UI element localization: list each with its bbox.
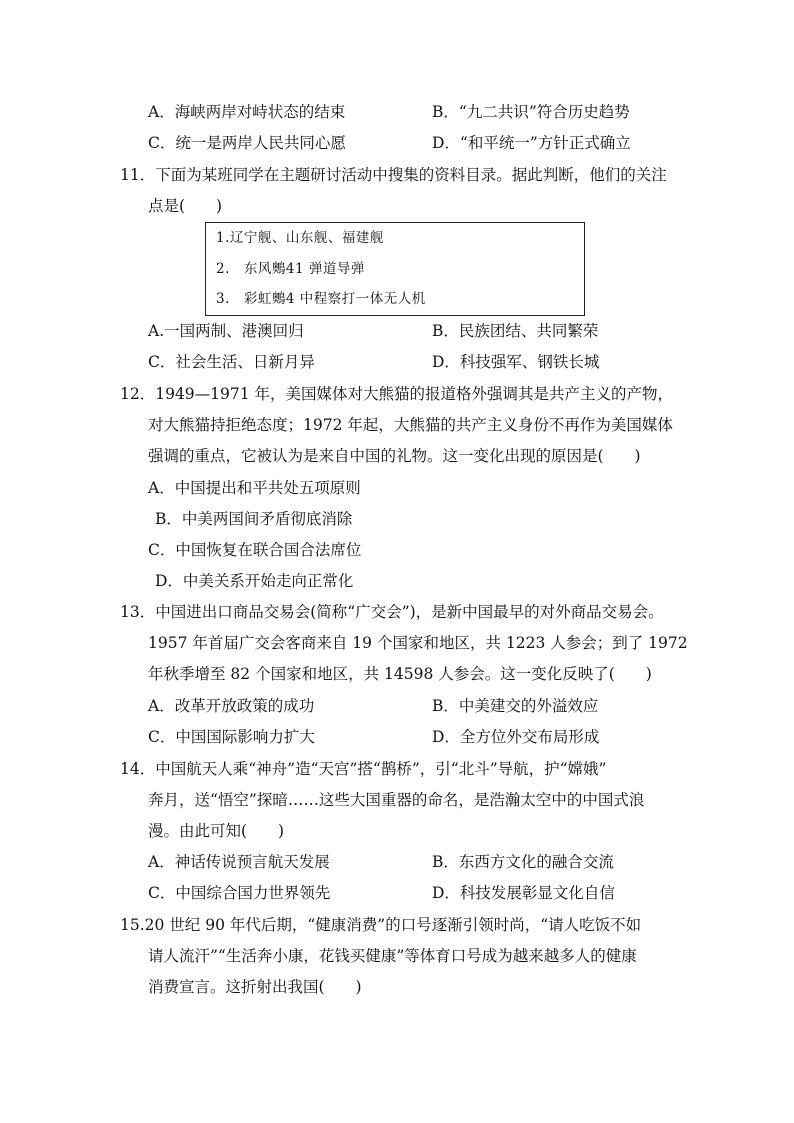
- q13-stem-line: 年秋季增至 82 个国家和地区，共 14598 人参会。这一变化反映了( ): [148, 665, 652, 683]
- q15-stem-line: 请人流汗”“生活奔小康，花钱买健康”等体育口号成为越来越多人的健康: [148, 947, 637, 965]
- q11-box-item: 1.辽宁舰、山东舰、福建舰: [216, 230, 384, 246]
- q10-option-b: B．“九二共识”符合历史趋势: [432, 103, 630, 121]
- q14-stem-line: 奔月，送“悟空”探暗……这些大国重器的命名，是浩瀚太空中的中国式浪: [148, 791, 645, 809]
- q12-stem-line: 强调的重点，它被认为是来自中国的礼物。这一变化出现的原因是( ): [148, 447, 641, 465]
- q12-option-c: C．中国恢复在联合国合法席位: [148, 541, 362, 559]
- q15-stem-line: 15.20 世纪 90 年代后期，“健康消费”的口号逐渐引领时尚，“请人吃饭不如: [120, 916, 642, 934]
- q12-stem-line: 对大熊猫持拒绝态度；1972 年起，大熊猫的共产主义身份不再作为美国媒体: [148, 416, 673, 434]
- q12-option-b: B．中美两国间矛盾彻底消除: [155, 510, 353, 528]
- q14-stem-line: 14．中国航天人乘“神舟”造“天宫”搭“鹊桥”，引“北斗”导航，护“嫦娥”: [120, 760, 607, 778]
- q12-stem-line: 12．1949—1971 年，美国媒体对大熊猫的报道格外强调其是共产主义的产物，: [120, 385, 674, 403]
- q11-box-item: 2. 东风䴈41 弹道导弹: [216, 261, 365, 277]
- q10-option-c: C．统一是两岸人民共同心愿: [148, 134, 346, 152]
- q11-stem-line: 点是( ): [148, 197, 223, 215]
- q12-option-d: D．中美关系开始走向正常化: [155, 572, 354, 590]
- q13-option-b: B．中美建交的外溢效应: [432, 697, 599, 715]
- q13-stem-line: 1957 年首届广交会客商来自 19 个国家和地区，共 1223 人参会；到了 1972: [148, 634, 688, 652]
- q14-option-a: A．神话传说预言航天发展: [148, 853, 330, 871]
- q14-option-d: D．科技发展彰显文化自信: [432, 884, 615, 902]
- q11-option-a: A.一国两制、港澳回归: [148, 322, 304, 340]
- q11-option-c: C．社会生活、日新月异: [148, 353, 315, 371]
- q13-option-c: C．中国国际影响力扩大: [148, 728, 315, 746]
- q13-option-d: D．全方位外交布局形成: [432, 728, 600, 746]
- q15-stem-line: 消费宣言。这折射出我国( ): [148, 978, 362, 996]
- q10-option-a: A．海峡两岸对峙状态的结束: [148, 103, 346, 121]
- q14-option-c: C．中国综合国力世界领先: [148, 884, 331, 902]
- q10-option-d: D．“和平统一”方针正式确立: [432, 134, 631, 152]
- q11-stem-line: 11．下面为某班同学在主题研讨活动中搜集的资料目录。据此判断，他们的关注: [120, 166, 667, 184]
- q11-box-item: 3. 彩虹䴈4 中程察打一体无人机: [216, 291, 426, 307]
- q14-stem-line: 漫。由此可知( ): [148, 822, 285, 840]
- q13-stem-line: 13．中国进出口商品交易会(简称“广交会”)，是新中国最早的对外商品交易会。: [120, 603, 664, 621]
- q13-option-a: A．改革开放政策的成功: [148, 697, 315, 715]
- q14-option-b: B．东西方文化的融合交流: [432, 853, 614, 871]
- q11-option-d: D．科技强军、钢铁长城: [432, 353, 600, 371]
- q11-material-box: [205, 222, 585, 316]
- q11-option-b: B．民族团结、共同繁荣: [432, 322, 599, 340]
- q12-option-a: A．中国提出和平共处五项原则: [148, 479, 361, 497]
